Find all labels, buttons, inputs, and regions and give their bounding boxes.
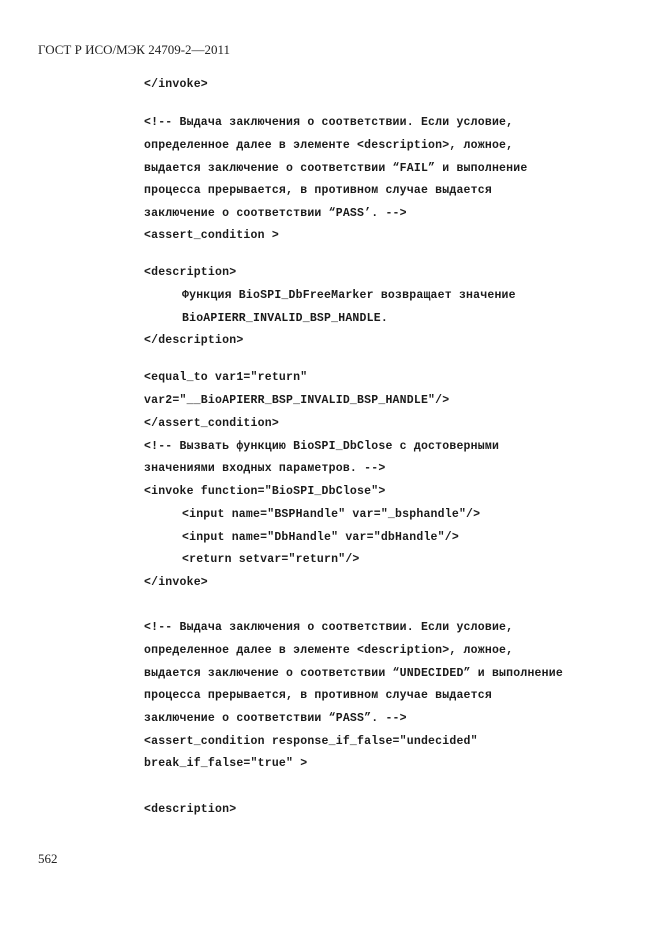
code-line: процесса прерывается, в противном случае выдается — [144, 689, 492, 702]
code-line: выдается заключение о соответствии “UNDECIDED” и выполнение — [144, 667, 563, 680]
code-line: Функция BioSPI_DbFreeMarker возвращает значение — [182, 289, 516, 302]
code-line: <description> — [144, 266, 237, 279]
code-line: var2="__BioAPIERR_BSP_INVALID_BSP_HANDLE"/> — [144, 394, 450, 407]
code-line: </assert_condition> — [144, 417, 279, 430]
code-line: </description> — [144, 334, 244, 347]
code-line: <assert_condition > — [144, 229, 279, 242]
code-line: <description> — [144, 803, 237, 816]
code-line: <return setvar="return"/> — [182, 553, 360, 566]
code-line: break_if_false="true" > — [144, 757, 308, 770]
code-line: <input name="DbHandle" var="dbHandle"/> — [182, 531, 459, 544]
code-line: <!-- Выдача заключения о соответствии. Если условие, — [144, 116, 514, 129]
code-line: BioAPIERR_INVALID_BSP_HANDLE. — [182, 312, 388, 325]
code-line: <invoke function="BioSPI_DbClose"> — [144, 485, 386, 498]
code-line: <!-- Выдача заключения о соответствии. Если условие, — [144, 621, 514, 634]
document-header: ГОСТ Р ИСО/МЭК 24709-2—2011 — [38, 42, 231, 57]
code-line: </invoke> — [144, 576, 208, 589]
code-line: определенное далее в элементе <description>, ложное, — [144, 644, 514, 657]
code-line: <assert_condition response_if_false="undecided" — [144, 735, 478, 748]
code-line: определенное далее в элементе <description>, ложное, — [144, 139, 514, 152]
code-line: заключение о соответствии “PASS’. --> — [144, 207, 407, 220]
page-number: 562 — [38, 851, 58, 866]
code-line: заключение о соответствии “PASS”. --> — [144, 712, 407, 725]
code-line: </invoke> — [144, 78, 208, 91]
code-line: <input name="BSPHandle" var="_bsphandle"/> — [182, 508, 481, 521]
code-line: выдается заключение о соответствии “FAIL” и выполнение — [144, 162, 528, 175]
code-line: <equal_to var1="return" — [144, 371, 308, 384]
code-line: процесса прерывается, в противном случае выдается — [144, 184, 492, 197]
code-line: <!-- Вызвать функцию BioSPI_DbClose с достоверными — [144, 440, 500, 453]
code-line: значениями входных параметров. --> — [144, 462, 386, 475]
